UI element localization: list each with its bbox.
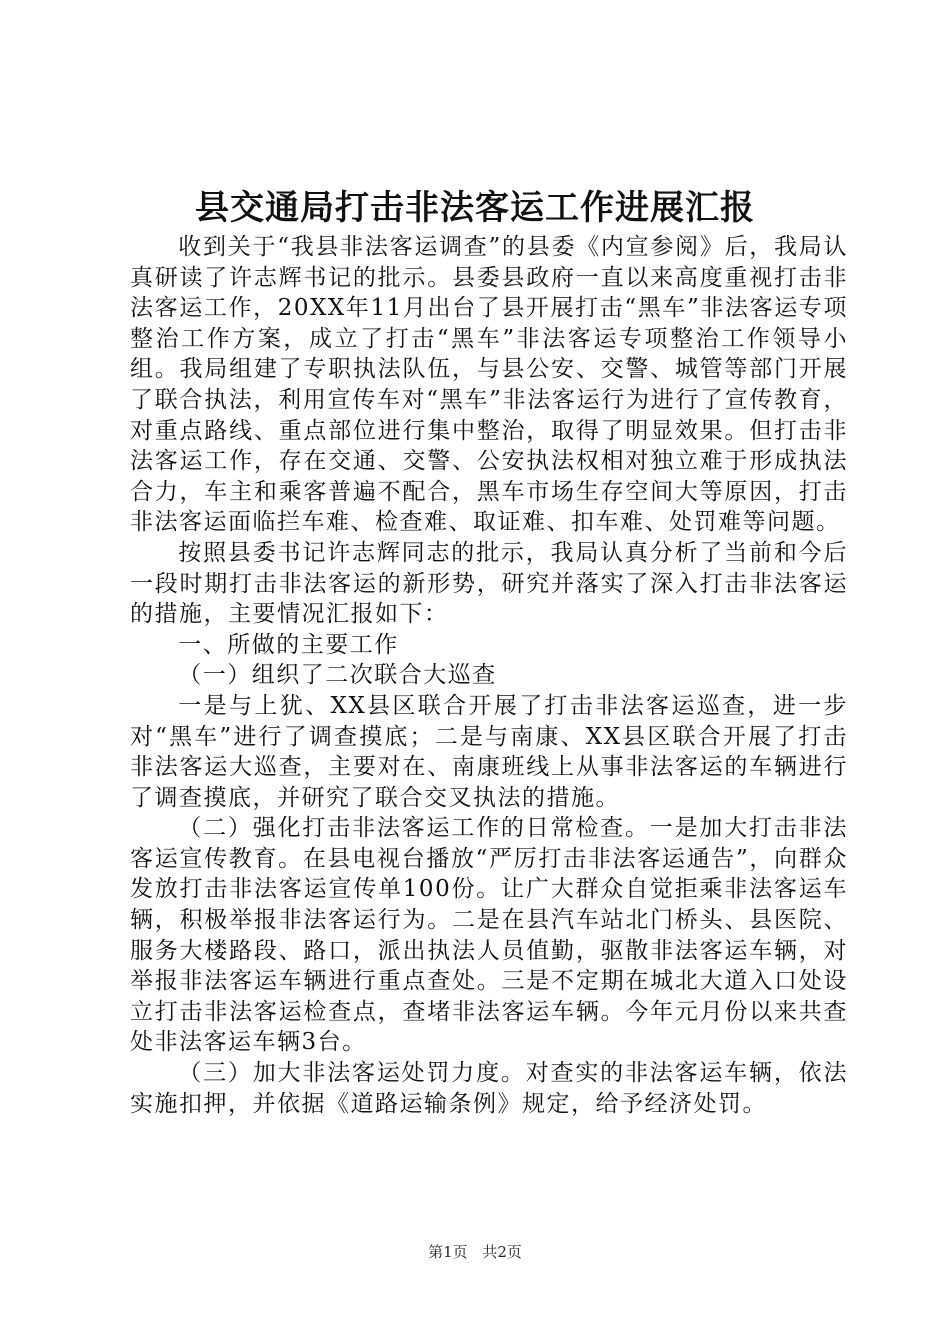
document-title: 县交通局打击非法客运工作进展汇报 xyxy=(195,188,755,228)
page-total: 共2页 xyxy=(482,1243,522,1261)
paragraph-intro: 收到关于“我县非法客运调查”的县委《内宣参阅》后，我局认真研读了许志辉书记的批示。县委县政府一直以来高度重视打击非法客运工作，20XX年11月出台了县开展打击“黑车”非法客运专项整治工作方案，成立了打击“黑车”非法客运专项整治工作领导小组。我局组建了专职执法队伍，与县公安、交警、城管等部门开展了联合执法，利用宣传车对“黑车”非法客运行为进行了宣传教育，对重点路线、重点部位进行集中整治，取得了明显效果。但打击非法客运工作，存在交通、交警、公安执法权相对独立难于形成执法合力，车主和乘客普遍不配合，黑车市场生存空间大等原因，打击非法客运面临拦车难、检查难、取证难、扣车难、处罚难等问题。 xyxy=(130,234,848,536)
subsection-heading-joint-patrol: （一）组织了二次联合大巡查 xyxy=(178,662,497,689)
paragraph-daily-inspection: （二）强化打击非法客运工作的日常检查。一是加大打击非法客运宣传教育。在县电视台播放“严厉打击非法客运通告”，向群众发放打击非法客运宣传单100份。让广大群众自觉拒乘非法客运车辆，积极举报非法客运行为。二是在县汽车站北门桥头、县医院、服务大楼路段、路口，派出执法人员值勤，驱散非法客运车辆，对举报非法客运车辆进行重点查处。三是不定期在城北大道入口处设立打击非法客运检查点，查堵非法客运车辆。今年元月份以来共查处非法客运车辆3台。 xyxy=(130,815,848,1056)
paragraph-penalties: （三）加大非法客运处罚力度。对查实的非法客运车辆，依法实施扣押，并依据《道路运输条例》规定，给予经济处罚。 xyxy=(130,1060,848,1117)
page-footer xyxy=(0,1242,950,1262)
page-number: 第1页 xyxy=(428,1243,468,1261)
document-body xyxy=(130,232,848,1119)
paragraph-summary: 按照县委书记许志辉同志的批示，我局认真分析了当前和今后一段时期打击非法客运的新形势，研究并落实了深入打击非法客运的措施，主要情况汇报如下： xyxy=(130,539,848,628)
section-heading-main-work: 一、所做的主要工作 xyxy=(178,631,399,658)
paragraph-joint-patrol: 一是与上犹、XX县区联合开展了打击非法客运巡查，进一步对“黑车”进行了调查摸底；二是与南康、XX县区联合开展了打击非法客运大巡查，主要对在、南康班线上从事非法客运的车辆进行了调查摸底，并研究了联合交叉执法的措施。 xyxy=(130,692,848,811)
